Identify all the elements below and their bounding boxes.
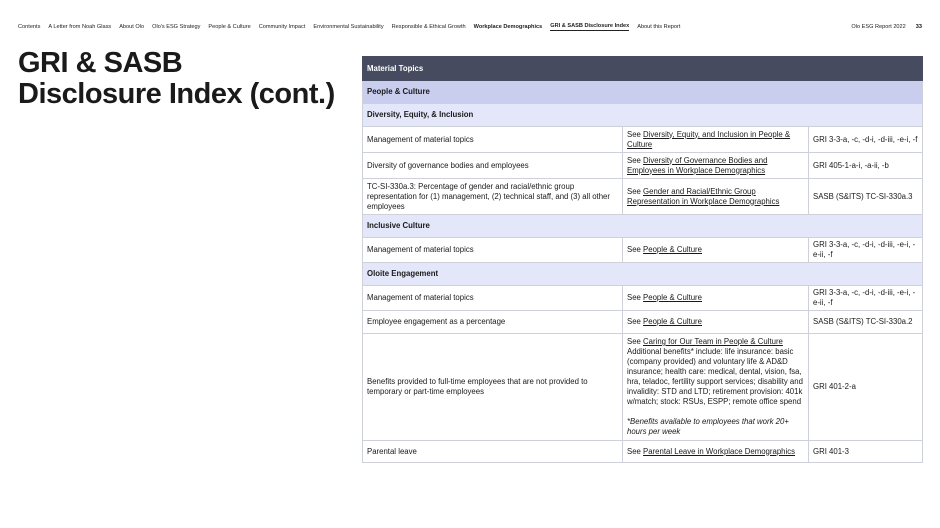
table-header-row <box>363 57 923 81</box>
reference-cell <box>623 311 809 334</box>
group-heading-row <box>363 104 923 127</box>
nav-item-contents[interactable]: Contents <box>18 24 41 30</box>
page-number: 33 <box>915 24 922 30</box>
group-heading-row <box>363 215 923 238</box>
see-prefix: See <box>627 245 644 254</box>
see-prefix: See <box>627 155 644 165</box>
see-prefix: See <box>627 317 644 326</box>
disclosure-table <box>362 56 923 463</box>
table-row <box>363 179 923 215</box>
reference-cell <box>623 238 809 263</box>
topic-cell: Diversity of governance bodies and employees <box>363 153 623 179</box>
topic-cell: Management of material topics <box>363 238 623 263</box>
reference-cell <box>623 127 809 153</box>
code-cell: GRI 3-3-a, -c, -d-i, -d-iii, -e-i, -e-ii, -f <box>809 238 923 263</box>
topic-cell: TC-SI-330a.3: Percentage of gender and racial/ethnic group representation for (1) management, (2) technical staff, and (3) all other employees <box>363 179 623 215</box>
table-header: Material Topics <box>363 57 923 81</box>
see-prefix: See <box>627 293 644 302</box>
reference-link[interactable]: Diversity, Equity, and Inclusion in People & Culture <box>627 129 791 149</box>
header-right <box>851 24 922 30</box>
nav-item-esg-strategy[interactable]: Olo's ESG Strategy <box>152 24 201 30</box>
section-heading: People & Culture <box>363 81 923 104</box>
reference-cell <box>623 334 809 441</box>
table-row <box>363 238 923 263</box>
code-cell: GRI 405-1-a-i, -a-ii, -b <box>809 153 923 179</box>
report-label: Olo ESG Report 2022 <box>851 24 906 30</box>
section-row <box>363 81 923 104</box>
table-row <box>363 441 923 463</box>
reference-link[interactable]: People & Culture <box>643 317 702 326</box>
reference-link[interactable]: People & Culture <box>643 293 702 302</box>
group-heading: Diversity, Equity, & Inclusion <box>363 104 923 127</box>
reference-link[interactable]: Parental Leave in Workplace Demographics <box>643 446 796 456</box>
nav-item-about-report[interactable]: About this Report <box>637 24 681 30</box>
see-prefix: See <box>627 337 644 346</box>
reference-link[interactable]: Gender and Racial/Ethnic Group Representation in Workplace Demographics <box>627 186 780 206</box>
table-row <box>363 286 923 311</box>
code-cell: GRI 3-3-a, -c, -d-i, -d-iii, -e-i, -e-ii, -f <box>809 286 923 311</box>
nav-item-environmental[interactable]: Environmental Sustainability <box>313 24 384 30</box>
nav-item-gri-sasb-index[interactable]: GRI & SASB Disclosure Index <box>550 23 630 29</box>
reference-link[interactable]: People & Culture <box>643 245 702 254</box>
code-cell: SASB (S&ITS) TC-SI-330a.2 <box>809 311 923 334</box>
nav-item-workplace-demographics[interactable]: Workplace Demographics <box>473 24 543 30</box>
table-row-benefits <box>363 334 923 441</box>
nav-item-community-impact[interactable]: Community Impact <box>258 24 306 30</box>
see-prefix: See <box>627 129 644 139</box>
reference-cell <box>623 441 809 463</box>
topic-cell: Parental leave <box>363 441 623 463</box>
reference-cell <box>623 286 809 311</box>
page-title-line2: Disclosure Index (cont.) <box>18 78 335 110</box>
see-prefix: See <box>627 186 644 196</box>
table-row <box>363 127 923 153</box>
benefits-note: *Benefits available to employees that work 20+ hours per week <box>627 417 789 436</box>
group-heading-row <box>363 263 923 286</box>
reference-cell <box>623 179 809 215</box>
nav-item-people-culture[interactable]: People & Culture <box>208 24 251 30</box>
topic-cell: Management of material topics <box>363 127 623 153</box>
page-title-line1: GRI & SASB <box>18 47 183 79</box>
group-heading: Oloite Engagement <box>363 263 923 286</box>
code-cell: GRI 401-3 <box>809 441 923 463</box>
topic-cell: Management of material topics <box>363 286 623 311</box>
nav-item-letter[interactable]: A Letter from Noah Glass <box>48 24 112 30</box>
top-navigation <box>18 21 922 33</box>
nav-item-responsible-growth[interactable]: Responsible & Ethical Growth <box>391 24 466 30</box>
table-row <box>363 311 923 334</box>
code-cell: SASB (S&ITS) TC-SI-330a.3 <box>809 179 923 215</box>
code-cell: GRI 401-2-a <box>809 334 923 441</box>
reference-link[interactable]: Caring for Our Team in People & Culture <box>643 337 783 346</box>
group-heading: Inclusive Culture <box>363 215 923 238</box>
topic-cell: Benefits provided to full-time employees that are not provided to temporary or part-time employees <box>363 334 623 441</box>
see-prefix: See <box>627 446 644 456</box>
page-title <box>18 48 335 110</box>
reference-link[interactable]: Diversity of Governance Bodies and Employees in Workplace Demographics <box>627 155 768 175</box>
code-cell: GRI 3-3-a, -c, -d-i, -d-iii, -e-i, -f <box>809 127 923 153</box>
topic-cell: Employee engagement as a percentage <box>363 311 623 334</box>
reference-cell <box>623 153 809 179</box>
table-row <box>363 153 923 179</box>
nav-item-about-olo[interactable]: About Olo <box>119 24 145 30</box>
benefits-detail: Additional benefits* include: life insurance: basic (company provided) and voluntary life & AD&D insurance; health care: medical, dental, vision, fsa, hra, teladoc, fertility support services; disability and invalidity: STD and LTD; retirement provision: 401k w/match; stock: RSUs, ESPP; remote office spend <box>627 347 803 406</box>
